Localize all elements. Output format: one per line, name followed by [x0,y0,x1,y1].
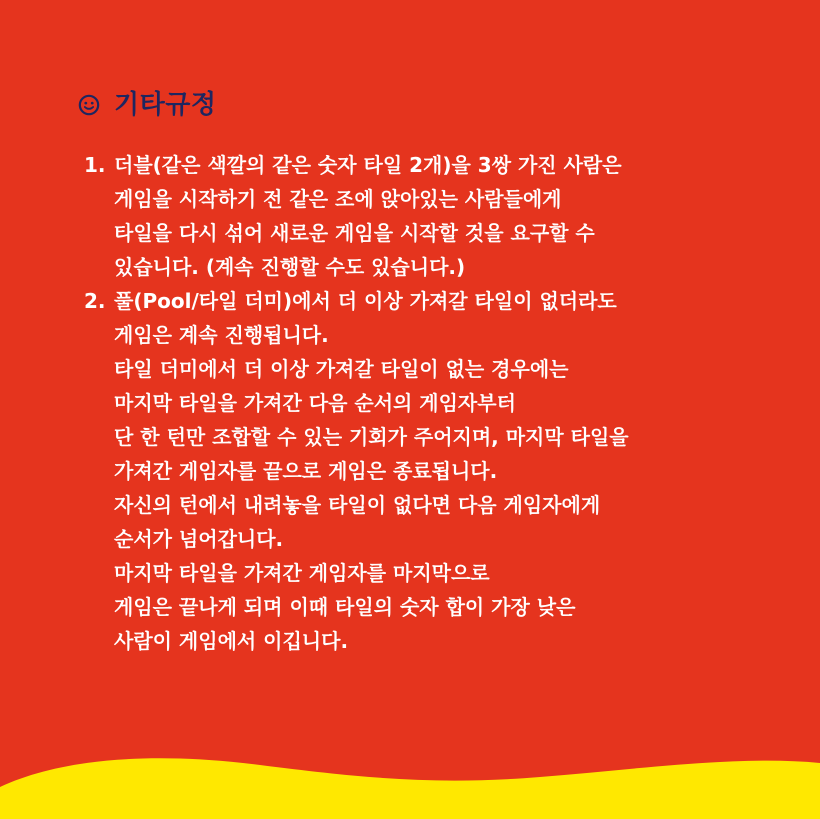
rule-line: 게임은 계속 진행됩니다. [114,323,329,347]
rule-line: 타일을 다시 섞어 새로운 게임을 시작할 것을 요구할 수 [114,221,595,245]
rule-number: 1. [84,153,106,177]
rule-item-1 [84,148,784,284]
rule-item-2 [84,284,784,658]
rule-line: 풀(Pool/타일 더미)에서 더 이상 가져갈 타일이 없더라도 [114,289,617,313]
rule-line: 사람이 게임에서 이깁니다. [114,629,349,653]
rule-line: 있습니다. (계속 진행할 수도 있습니다.) [114,255,466,279]
rule-line: 자신의 턴에서 내려놓을 타일이 없다면 다음 게임자에게 [114,493,601,517]
smiley-face-icon [78,94,100,116]
rule-line: 마지막 타일을 가져간 게임자를 마지막으로 [114,561,490,585]
page-title: 기타규정 [114,90,217,120]
yellow-wave-decoration [0,729,820,819]
section-heading [78,88,216,122]
rule-line: 마지막 타일을 가져간 다음 순서의 게임자부터 [114,391,516,415]
rule-line: 타일 더미에서 더 이상 가져갈 타일이 없는 경우에는 [114,357,569,381]
rule-line: 순서가 넘어갑니다. [114,527,284,551]
rule-line: 가져간 게임자를 끝으로 게임은 종료됩니다. [114,459,498,483]
rule-line: 단 한 턴만 조합할 수 있는 기회가 주어지며, 마지막 타일을 [114,425,629,449]
rules-list [84,148,784,658]
rule-line: 게임을 시작하기 전 같은 조에 앉아있는 사람들에게 [114,187,562,211]
rule-line: 게임은 끝나게 되며 이때 타일의 숫자 합이 가장 낮은 [114,595,576,619]
rule-line: 더블(같은 색깔의 같은 숫자 타일 2개)을 3쌍 가진 사람은 [114,153,622,177]
rule-number: 2. [84,289,106,313]
